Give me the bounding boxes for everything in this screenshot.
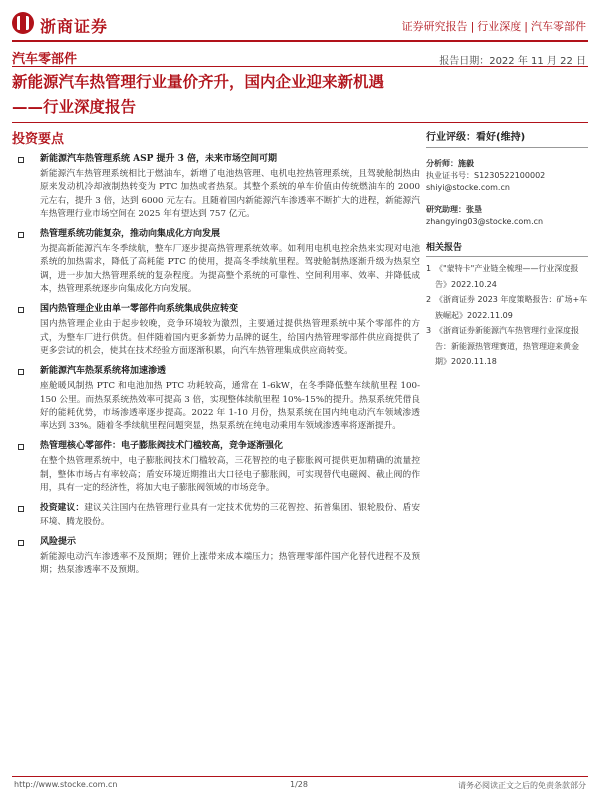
bullet-text: 建议关注国内在热管理行业具有一定技术优势的三花智控、拓普集团、银轮股份、盾安环境、腾龙股份。: [40, 503, 421, 527]
top-nav: 证券研究报告 | 行业深度 | 汽车零部件: [401, 20, 586, 33]
nav-report-depth: 行业深度: [477, 20, 522, 33]
analyst-block: [426, 158, 588, 228]
bullet-body: 座舱暖风制热 PTC 和电池加热 PTC 功耗较高，通常在 1-6kW，在冬季降低整车续航里程 100-150 公里。而热泵系统热效率可提高 3 倍，实现整体续航里程 10%-15%的提升。热泵系统凭借良好的能耗优势，市场渗透率逐步提高。2022 年 1-10 月份，热泵系统在国内纯电动汽车领域渗透率达到 33%。随着冬季续航里程问题突显，热泵系统在纯电动乘用车领域渗透率将逐渐提升。: [40, 381, 420, 432]
divider: [12, 122, 588, 123]
bullet-block: [40, 440, 420, 495]
page-title: [12, 70, 592, 120]
industry-label: 汽车零部件: [12, 52, 78, 67]
assistant-email[interactable]: zhangying03@stocke.com.cn: [426, 217, 544, 226]
footer-url[interactable]: http://www.stocke.com.cn: [14, 780, 118, 789]
section-title: 投资要点: [12, 132, 65, 147]
checkbox-bullet-icon: [18, 232, 24, 238]
investment-points: [12, 128, 421, 578]
analyst-email[interactable]: shiyi@stocke.com.cn: [426, 183, 510, 192]
report-date: 报告日期：2022 年 11 月 22 日: [439, 56, 586, 67]
bullet-block: [40, 502, 420, 529]
bullet-block: [40, 303, 420, 358]
related-report-item[interactable]: [426, 261, 588, 292]
checkbox-bullet-icon: [18, 307, 24, 313]
related-report-number: 3: [426, 326, 432, 335]
bullet-heading: 热管理核心零部件：电子膨胀阀技术门槛较高，竞争逐渐强化: [40, 441, 284, 452]
bullet-heading: 新能源汽车热泵系统将加速渗透: [40, 366, 167, 377]
checkbox-bullet-icon: [18, 369, 24, 375]
related-report-text: 《浙商证券新能源汽车热管理行业深度报告：新能源热管理赛道，热管理迎来黄金期》2020.11.18: [435, 326, 579, 366]
bullet-heading: 热管理系统功能复杂，推动向集成化方向发展: [40, 229, 221, 240]
header-rule: [12, 40, 588, 42]
bullet-body: 国内热管理企业由于起步较晚，竞争环境较为激烈，主要通过提供热管理系统中某个零部件的方式，为整车厂进行供货。但伴随着国内更多新势力品牌的诞生，给国内热管理零部件供应商提供了更多尝试的机会，使其在技术经验方面逐渐积累，向汽车热管理集成供应商转变。: [40, 319, 420, 356]
title-line-2: ——行业深度报告: [12, 98, 137, 116]
bullet-block: [40, 153, 420, 221]
checkbox-bullet-icon: [18, 444, 24, 450]
checkbox-bullet-icon: [18, 157, 24, 163]
logo-icon: [12, 12, 34, 34]
nav-industry: 汽车零部件: [531, 20, 586, 33]
related-report-item[interactable]: [426, 292, 588, 323]
related-report-number: 2: [426, 295, 432, 304]
bullet-heading: 国内热管理企业由单一零部件向系统集成供应转变: [40, 304, 239, 315]
bullet-block: [40, 536, 420, 578]
related-reports-list: [426, 261, 588, 370]
footer-rule: [12, 776, 588, 777]
related-report-item[interactable]: [426, 323, 588, 370]
title-line-1: 新能源汽车热管理行业量价齐升，国内企业迎来新机遇: [12, 73, 385, 91]
checkbox-bullet-icon: [18, 540, 24, 546]
page-number: 1/28: [290, 780, 308, 789]
related-report-text: 《"蒙特卡"产业链全梳理——行业深度报告》2022.10.24: [435, 264, 579, 289]
divider: [12, 66, 588, 67]
bullet-body: 新能源汽车热管理系统相比于燃油车，新增了电池热管理、电机电控热管理系统，且驾驶舱制热由原来发动机冷却液制热转变为 PTC 加热或者热泵。其整个系统的单车价值由传统燃油车的 2000 元左右，提升 3 倍，达到 6000 元左右。且随着国内新能源汽车渗透率不断扩大的进程，新能源汽车热管理行业市场空间在 2025 年有望达到 757 亿元。: [40, 169, 420, 219]
bullet-heading: 投资建议：: [40, 503, 85, 514]
bullet-heading: 风险提示: [40, 536, 77, 547]
bullet-block: [40, 228, 420, 296]
bullet-body: 为提高新能源汽车冬季续航，整车厂逐步提高热管理系统效率。如利用电机电控余热来实现对电池系统的加热需求，降低了高耗能 PTC 的使用，提高冬季续航里程。驾驶舱制热逐渐升级为热泵空调，进一步加大热管理系统的复杂程度。为提高整个系统的可靠性、空间利用率、效率、并降低成本，热管理系统逐步向集成化方向发展。: [40, 244, 420, 295]
related-report-text: 《浙商证券 2023 年度策略报告：矿场+车族崛起》2022.11.09: [435, 295, 588, 320]
bullet-heading: 新能源汽车热管理系统 ASP 提升 3 倍，未来市场空间可期: [40, 154, 278, 164]
related-reports-title: 相关报告: [426, 240, 588, 257]
analyst-name: 分析师：施毅: [426, 159, 474, 168]
bullet-block: [40, 365, 420, 433]
bullet-body: 新能源电动汽车渗透率不及预期；锂价上涨带来成本端压力；热管理零部件国产化替代进程不及预期；热泵渗透率不及预期。: [40, 551, 420, 576]
footer-disclaimer: 请务必阅读正文之后的免责条款部分: [458, 781, 586, 790]
bullet-body: [40, 502, 420, 529]
bullet-body: 在整个热管理系统中，电子膨胀阀技术门槛较高，三花智控的电子膨胀阀可提供更加精确的流量控制，整体市场占有率较高；盾安环境近期推出大口径电子膨胀阀，可实现替代电磁阀、截止阀的作用，具有一定的经济性，将加大电子膨胀阀领域的市场竞争。: [40, 456, 420, 494]
nav-report-type: 证券研究报告: [401, 20, 468, 33]
sidebar: [426, 128, 588, 370]
industry-rating: 行业评级：看好(维持): [426, 128, 588, 148]
assistant-name: 研究助理：张垦: [426, 205, 482, 214]
logo-text: 浙商证券: [40, 17, 109, 36]
related-report-number: 1: [426, 264, 432, 273]
checkbox-bullet-icon: [18, 506, 24, 512]
analyst-cert: 执业证书号：S1230522100002: [426, 171, 546, 180]
